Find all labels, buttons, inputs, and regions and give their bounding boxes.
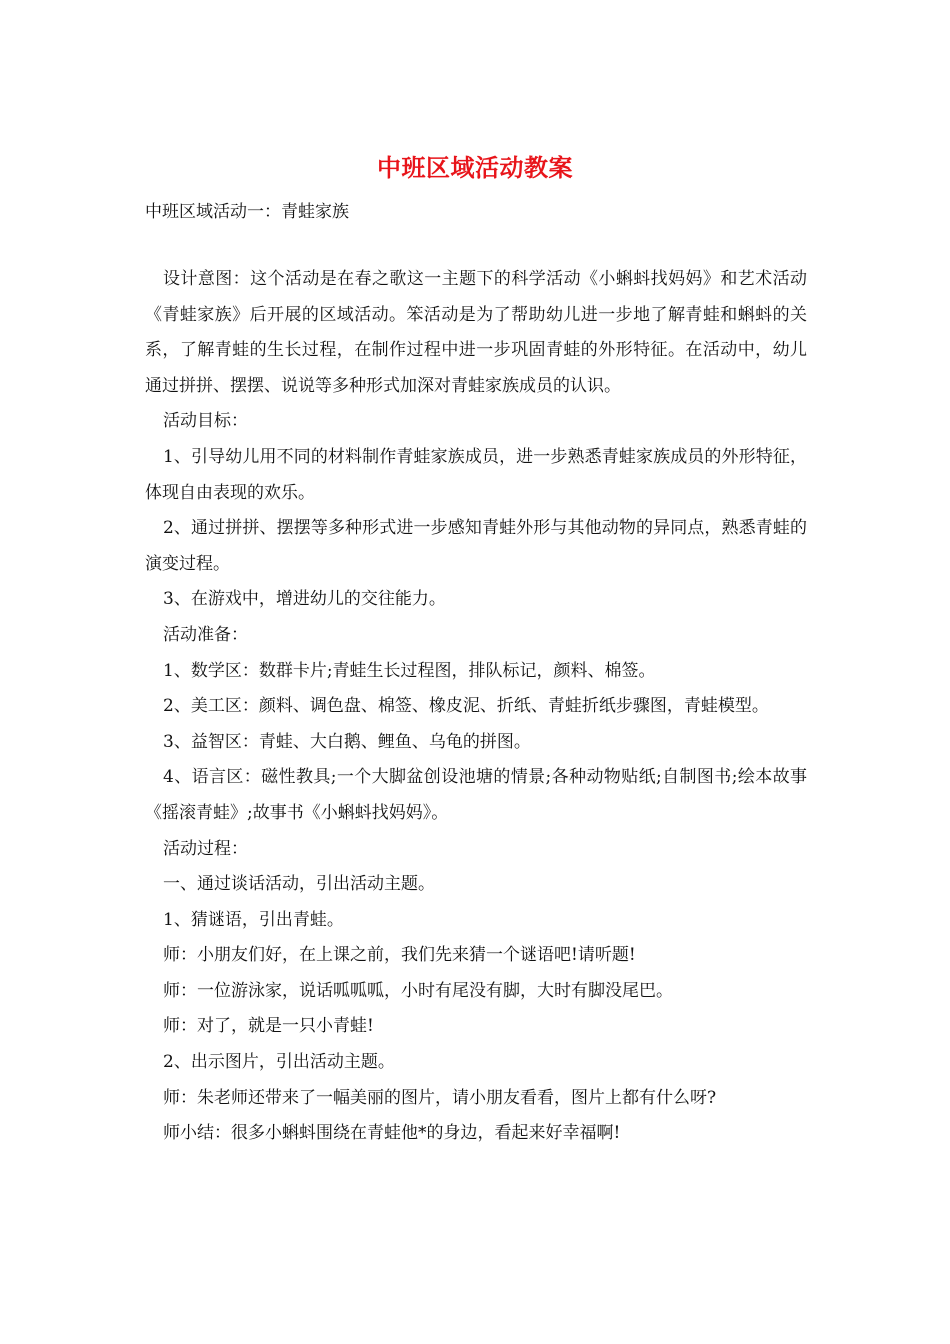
paragraph-prep-math: 1、数学区：数群卡片;青蛙生长过程图，排队标记，颜料、棉签。 — [163, 660, 656, 681]
paragraph-goal-2: 2、通过拼拼、摆摆等多种形式进一步感知青蛙外形与其他动物的异同点，熟悉青蛙的演变过程。 — [145, 518, 807, 574]
document-body — [145, 262, 807, 1152]
paragraph-teacher-line-1: 师：小朋友们好，在上课之前，我们先来猜一个谜语吧!请听题! — [163, 945, 636, 966]
paragraph-teacher-line-3: 师：对了，就是一只小青蛙! — [163, 1016, 374, 1037]
paragraph-process-step-1: 一、通过谈话活动，引出活动主题。 — [163, 874, 435, 895]
paragraph-teacher-summary: 师小结：很多小蝌蚪围绕在青蛙他*的身边，看起来好幸福啊! — [163, 1123, 621, 1144]
paragraph-show-picture: 2、出示图片，引出活动主题。 — [163, 1052, 395, 1073]
paragraph-teacher-line-2: 师：一位游泳家，说话呱呱呱，小时有尾没有脚，大时有脚没尾巴。 — [163, 980, 673, 1001]
paragraph-goals-heading: 活动目标： — [163, 411, 248, 432]
paragraph-riddle: 1、猜谜语，引出青蛙。 — [163, 909, 344, 930]
paragraph-prep-art: 2、美工区：颜料、调色盘、棉签、橡皮泥、折纸、青蛙折纸步骤图，青蛙模型。 — [163, 696, 769, 717]
paragraph-prep-puzzle: 3、益智区：青蛙、大白鹅、鲤鱼、乌龟的拼图。 — [163, 731, 531, 752]
paragraph-preparation-heading: 活动准备： — [163, 624, 248, 645]
paragraph-goal-3: 3、在游戏中，增进幼儿的交往能力。 — [163, 589, 446, 610]
paragraph-design-intent: 设计意图：这个活动是在春之歌这一主题下的科学活动《小蝌蚪找妈妈》和艺术活动《青蛙家族》后开展的区域活动。笨活动是为了帮助幼儿进一步地了解青蛙和蝌蚪的关系，了解青蛙的生长过程，在制作过程中进一步巩固青蛙的外形特征。在活动中，幼儿通过拼拼、摆摆、说说等多种形式加深对青蛙家族成员的认识。 — [145, 269, 807, 396]
paragraph-goal-1: 1、引导幼儿用不同的材料制作青蛙家族成员，进一步熟悉青蛙家族成员的外形特征，体现自由表现的欢乐。 — [145, 446, 807, 503]
document-title: 中班区域活动教案 — [377, 153, 573, 182]
paragraph-process-heading: 活动过程： — [163, 838, 248, 859]
paragraph-teacher-line-4: 师：朱老师还带来了一幅美丽的图片，请小朋友看看，图片上都有什么呀? — [163, 1087, 717, 1108]
paragraph-prep-language: 4、语言区：磁性教具;一个大脚盆创设池塘的情景;各种动物贴纸;自制图书;绘本故事《摇滚青蛙》;故事书《小蝌蚪找妈妈》。 — [145, 767, 807, 823]
document-subtitle: 中班区域活动一：青蛙家族 — [145, 202, 349, 222]
